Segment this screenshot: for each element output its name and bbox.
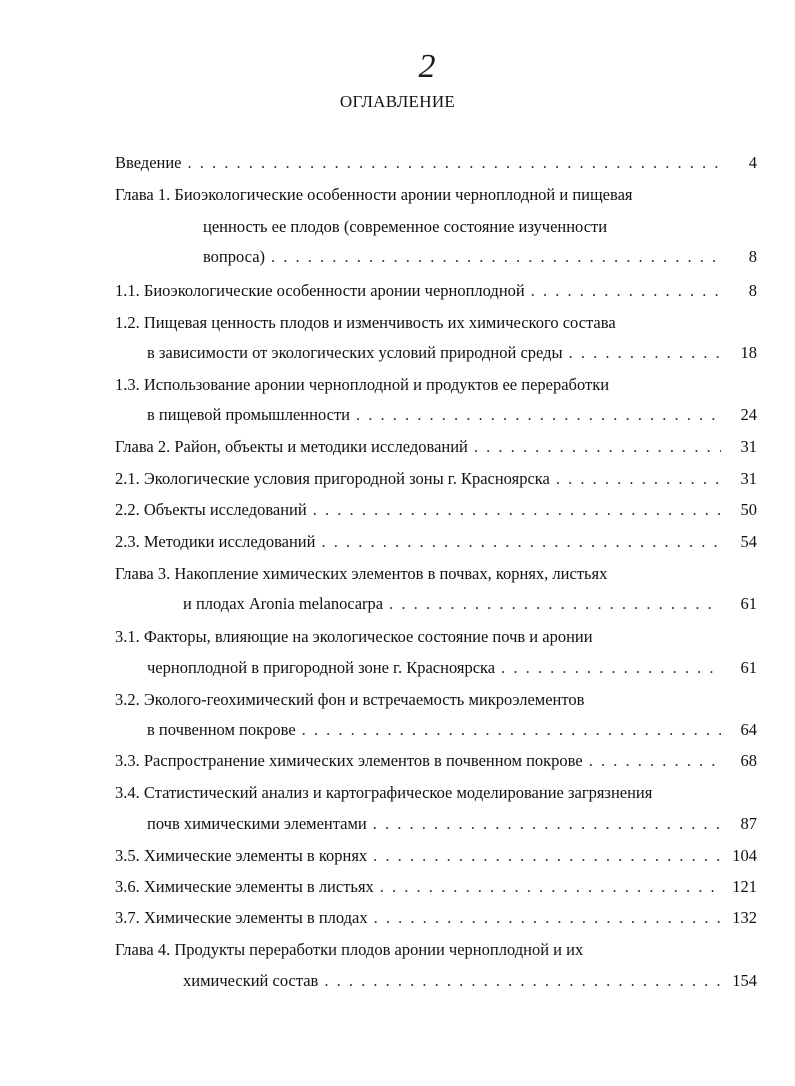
- toc-label: 2.2. Объекты исследований: [115, 500, 307, 519]
- toc-entry-1-3-line1: 1.3. Использование аронии черноплодной и продуктов ее переработки: [115, 375, 610, 394]
- toc-page: 54: [740, 532, 757, 551]
- leader-dots: [373, 845, 721, 867]
- toc-page: 132: [732, 908, 757, 927]
- toc-entry-3-2: [147, 719, 757, 741]
- toc-page: 87: [740, 814, 757, 833]
- toc-entry-ch4: [183, 970, 757, 992]
- leader-dots: [389, 593, 721, 615]
- toc-label: черноплодной в пригородной зоне г. Красноярска: [147, 658, 496, 677]
- toc-page: 50: [740, 500, 757, 519]
- toc-label: 3.5. Химические элементы в корнях: [115, 846, 368, 865]
- leader-dots: [474, 436, 721, 458]
- toc-page: 8: [748, 281, 757, 300]
- toc-label: Глава 2. Район, объекты и методики исследований: [115, 437, 468, 456]
- leader-dots: [271, 246, 721, 268]
- toc-entry-3-1: [147, 657, 757, 679]
- toc-label: вопроса): [203, 247, 266, 266]
- toc-label: химический состав: [183, 971, 319, 990]
- toc-page: 18: [740, 343, 757, 362]
- toc-entry-2-2: [115, 499, 757, 521]
- toc-page: 154: [732, 971, 757, 990]
- toc-label: 2.1. Экологические условия пригородной зоны г. Красноярска: [115, 469, 550, 488]
- toc-entry-3-2-line1: 3.2. Эколого-геохимический фон и встречаемость микроэлементов: [115, 690, 585, 709]
- toc-entry-1-2: [147, 342, 757, 364]
- leader-dots: [373, 813, 721, 835]
- toc-label: в почвенном покрове: [147, 720, 296, 739]
- toc-entry-2-3: [115, 531, 757, 553]
- leader-dots: [380, 876, 721, 898]
- leader-dots: [324, 970, 721, 992]
- toc-entry-3-3: [115, 750, 757, 772]
- toc-entry-ch3-line1: Глава 3. Накопление химических элементов в почвах, корнях, листьях: [115, 564, 608, 583]
- leader-dots: [313, 499, 721, 521]
- toc-entry-3-1-line1: 3.1. Факторы, влияющие на экологическое состояние почв и аронии: [115, 627, 593, 646]
- toc-entry-1-3: [147, 404, 757, 426]
- toc-entry-intro: [115, 152, 757, 174]
- toc-entry-ch1-line2: ценность ее плодов (современное состояние изученности: [203, 217, 608, 236]
- leader-dots: [302, 719, 721, 741]
- toc-label: и плодах Aronia melanocarpa: [183, 594, 384, 613]
- toc-entry-1-2-line1: 1.2. Пищевая ценность плодов и изменчивость их химического состава: [115, 313, 616, 332]
- toc-entry-3-4: [147, 813, 757, 835]
- toc-page: 24: [740, 405, 757, 424]
- toc-entry-3-4-line1: 3.4. Статистический анализ и картографическое моделирование загрязнения: [115, 783, 653, 802]
- toc-page: 61: [740, 594, 757, 613]
- toc-label: 1.1. Биоэкологические особенности аронии черноплодной: [115, 281, 525, 300]
- toc-label: в зависимости от экологических условий природной среды: [147, 343, 563, 362]
- toc-entry-ch3: [183, 593, 757, 615]
- toc-entry-1-1: [115, 280, 757, 302]
- toc-label: 3.3. Распространение химических элементов в почвенном покрове: [115, 751, 583, 770]
- toc-label: Введение: [115, 153, 182, 172]
- toc-entry-3-5: [115, 845, 757, 867]
- leader-dots: [188, 152, 721, 174]
- toc-page: 104: [732, 846, 757, 865]
- toc-label: 3.7. Химические элементы в плодах: [115, 908, 368, 927]
- toc-page: 64: [740, 720, 757, 739]
- toc-entry-ch4-line1: Глава 4. Продукты переработки плодов аронии черноплодной и их: [115, 940, 584, 959]
- toc-entry-ch2: [115, 436, 757, 458]
- leader-dots: [356, 404, 721, 426]
- handwritten-page-number: 2: [418, 48, 436, 85]
- toc-entry-ch1: [203, 246, 757, 268]
- leader-dots: [501, 657, 721, 679]
- toc-page: 31: [740, 469, 757, 488]
- toc-page: 61: [740, 658, 757, 677]
- toc-entry-3-6: [115, 876, 757, 898]
- leader-dots: [374, 907, 721, 929]
- toc-page: 31: [740, 437, 757, 456]
- toc-page: 8: [748, 247, 757, 266]
- toc-label: 3.6. Химические элементы в листьях: [115, 877, 374, 896]
- toc-entry-ch1-line1: Глава 1. Биоэкологические особенности аронии черноплодной и пищевая: [115, 185, 633, 204]
- toc-label: 2.3. Методики исследований: [115, 532, 316, 551]
- leader-dots: [569, 342, 721, 364]
- toc-title: ОГЛАВЛЕНИЕ: [339, 92, 456, 111]
- toc-page: 4: [748, 153, 757, 172]
- leader-dots: [589, 750, 721, 772]
- leader-dots: [556, 468, 721, 490]
- toc-page: 121: [732, 877, 757, 896]
- toc-entry-3-7: [115, 907, 757, 929]
- toc-label: в пищевой промышленности: [147, 405, 350, 424]
- toc-page: 68: [740, 751, 757, 770]
- leader-dots: [321, 531, 721, 553]
- leader-dots: [531, 280, 721, 302]
- toc-entry-2-1: [115, 468, 757, 490]
- toc-label: почв химическими элементами: [147, 814, 367, 833]
